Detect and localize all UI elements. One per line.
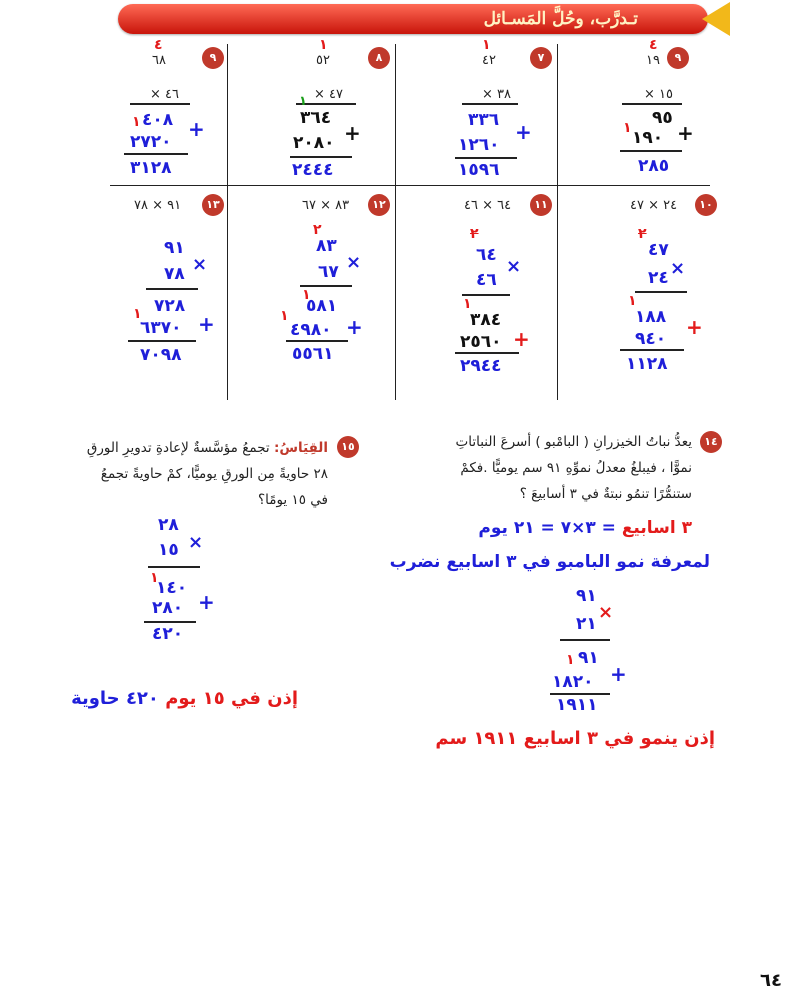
multiplier: ١٥ × — [644, 87, 673, 102]
partial-product-1: ٤٠٨ — [142, 110, 174, 130]
times-sign: × — [192, 254, 208, 275]
line — [620, 150, 682, 152]
line — [455, 352, 519, 354]
step-weeks: ٣ اسابيع — [621, 518, 692, 538]
product-sum: ١١٢٨ — [626, 354, 668, 374]
partial-product-2: ١٩٠ — [632, 128, 664, 148]
line — [455, 157, 517, 159]
partial-product-2: ٢٨٠ — [152, 598, 184, 618]
multiplier: ٤٦ × — [150, 87, 179, 102]
grid-line — [395, 44, 396, 400]
line — [146, 288, 198, 290]
product-sum: ٢٩٤٤ — [460, 356, 502, 376]
problem-number: ٩ — [667, 47, 689, 69]
section-banner — [118, 4, 708, 34]
carry-digit: ١ — [463, 296, 472, 312]
banner-arrow-icon — [702, 2, 730, 36]
product-sum: ٧٠٩٨ — [140, 345, 182, 365]
top-number: ٩١ — [576, 586, 597, 606]
top-number: ٦٤ — [476, 245, 497, 265]
answer-value: ٤٢٠ حاوية — [71, 688, 159, 709]
plus-sign: + — [198, 312, 215, 336]
question-line: في ١٥ يومًا؟ — [257, 492, 328, 508]
times-sign: × — [346, 252, 362, 273]
times-sign: × — [670, 258, 686, 279]
problem-text: ٩١ × ٧٨ — [134, 198, 182, 213]
line — [148, 566, 200, 568]
grid-line — [557, 44, 558, 400]
product-sum: ٢٨٥ — [638, 156, 670, 176]
problem-number: ١٤ — [700, 431, 722, 453]
partial-product-2: ١٨٢٠ — [552, 672, 594, 692]
multiplier: ٧٨ — [164, 264, 185, 284]
plus-sign: + — [515, 120, 532, 144]
question-text — [392, 429, 692, 507]
problem-number: ١٥ — [337, 436, 359, 458]
problem-number: ١٢ — [368, 194, 390, 216]
problem-text: ٥٢ — [316, 53, 330, 68]
carry-digit: ١ — [280, 308, 289, 324]
line — [622, 103, 682, 105]
plus-sign: + — [344, 121, 361, 145]
answer: إذن ينمو في ٣ اسابيع ١٩١١ سم — [435, 728, 715, 749]
multiplier: ٤٦ — [476, 270, 497, 290]
section-title: تـدرَّب، وحُلَّ المَسـائل — [483, 9, 638, 29]
plus-sign: + — [513, 327, 530, 351]
plus-sign: + — [686, 315, 703, 339]
partial-product-1: ١٨٨ — [635, 307, 667, 327]
question-line: ٢٨ حاويةً مِن الورقِ يوميًّا، كمْ حاويةً تجمعُ — [100, 466, 328, 482]
times-sign: × — [188, 532, 204, 553]
top-number: ٤٧ — [648, 240, 669, 260]
problem-number: ٧ — [530, 47, 552, 69]
multiplier: ٢٤ — [648, 268, 669, 288]
partial-product-1: ٥٨١ — [306, 296, 338, 316]
carry-digit: ٤ — [649, 37, 658, 53]
partial-product-1: ١٤٠ — [156, 578, 188, 598]
carry-digit: ١ — [628, 293, 637, 309]
carry-digit: ١ — [132, 114, 141, 130]
partial-product-2: ٩٤٠ — [635, 329, 667, 349]
carry-digit: ٤ — [154, 37, 163, 53]
line — [290, 156, 352, 158]
question-line: تجمعُ مؤسَّسةٌ لإعادةِ تدويرِ الورقِ — [86, 440, 270, 456]
grid-line — [110, 185, 710, 186]
problem-number: ٨ — [368, 47, 390, 69]
partial-product-2: ٢٧٢٠ — [130, 132, 172, 152]
page-number: ٦٤ — [760, 970, 782, 991]
plus-sign: + — [188, 117, 205, 141]
carry-digit: ١ — [299, 94, 307, 109]
product-sum: ٢٤٤٤ — [292, 160, 334, 180]
multiplier: ٤٧ × — [314, 87, 343, 102]
plus-sign: + — [610, 662, 627, 686]
question-line: يعدُّ نباتُ الخيزرانِ ( البامْبو ) أسرعَ النباتاتِ — [455, 434, 692, 450]
product-sum: ١٩١١ — [556, 695, 598, 715]
partial-product-1: ٧٢٨ — [154, 296, 186, 316]
answer — [71, 688, 298, 709]
plus-sign: + — [677, 121, 694, 145]
carry-digit: ١ — [623, 120, 632, 136]
line — [124, 153, 188, 155]
partial-product-2: ٦٣٧٠ — [140, 318, 182, 338]
partial-product-1: ٣٨٤ — [470, 310, 502, 330]
line — [286, 340, 348, 342]
partial-product-2: ٤٩٨٠ — [290, 320, 332, 340]
problem-text: ٤٢ — [482, 53, 496, 68]
partial-product-2: ٢٠٨٠ — [293, 133, 335, 153]
line — [130, 103, 190, 105]
carry-digit: ١ — [133, 306, 142, 322]
question-label: القِيَاسُ: — [273, 440, 328, 456]
step-explain: لمعرفة نمو البامبو في ٣ اسابيع نضرب — [389, 552, 710, 572]
line — [128, 340, 196, 342]
carry-digit: ١ — [319, 37, 328, 53]
product-sum: ١٥٩٦ — [458, 160, 500, 180]
line — [635, 291, 687, 293]
top-number: ٢٨ — [158, 515, 179, 535]
problem-text: ١٩ — [646, 53, 660, 68]
multiplier: ٢١ — [576, 614, 597, 634]
carry-digit: ٢ — [470, 226, 479, 242]
step-days — [478, 518, 692, 538]
carry-digit: ٢ — [313, 222, 322, 238]
line — [462, 103, 518, 105]
top-number: ٩١ — [164, 238, 185, 258]
question-line: ستنمُّرًا تنمُو نبتةٌ في ٣ أسابيعَ ؟ — [519, 486, 692, 502]
problem-text: ٢٤ × ٤٧ — [630, 198, 678, 213]
step-days-calc: = ٣×٧ = ٢١ يوم — [478, 518, 616, 538]
multiplier: ١٥ — [158, 540, 179, 560]
plus-sign: + — [346, 315, 363, 339]
product-sum: ٣١٢٨ — [130, 158, 172, 178]
product-sum: ٥٥٦١ — [292, 344, 334, 364]
problem-number: ١١ — [530, 194, 552, 216]
multiplier: ٣٨ × — [482, 87, 511, 102]
partial-product-2: ٢٥٦٠ — [460, 332, 502, 352]
problem-number: ١٠ — [695, 194, 717, 216]
times-sign: × — [598, 602, 614, 623]
times-sign: × — [506, 256, 522, 277]
line — [144, 621, 196, 623]
answer-prefix: إذن في ١٥ يوم — [165, 688, 298, 709]
line — [560, 639, 610, 641]
partial-product-1: ٣٦٤ — [300, 108, 332, 128]
product-sum: ٤٢٠ — [152, 624, 184, 644]
multiplier: ٦٧ — [318, 262, 339, 282]
problem-text: ٨٣ × ٦٧ — [302, 198, 350, 213]
question-text — [68, 435, 328, 513]
carry-digit: ١ — [566, 652, 575, 668]
carry-digit: ١ — [150, 570, 159, 586]
problem-text: ٦٨ — [152, 53, 166, 68]
carry-digit: ٢ — [638, 226, 647, 242]
question-line: نموًّا ، فيبلغُ معدلُ نموِّهِ ٩١ سم يوميًّا .فكمْ — [460, 460, 692, 476]
partial-product-1: ٣٣٦ — [468, 110, 500, 130]
partial-product-2: ١٢٦٠ — [458, 135, 500, 155]
line — [620, 349, 684, 351]
carry-digit: ١ — [302, 287, 311, 303]
partial-product-1: ٩٥ — [652, 108, 673, 128]
partial-product-1: ٩١ — [578, 648, 599, 668]
grid-line — [227, 44, 228, 400]
top-number: ٨٣ — [316, 236, 337, 256]
problem-text: ٦٤ × ٤٦ — [464, 198, 512, 213]
problem-number: ٩ — [202, 47, 224, 69]
plus-sign: + — [198, 590, 215, 614]
problem-number: ١٣ — [202, 194, 224, 216]
carry-digit: ١ — [482, 37, 491, 53]
